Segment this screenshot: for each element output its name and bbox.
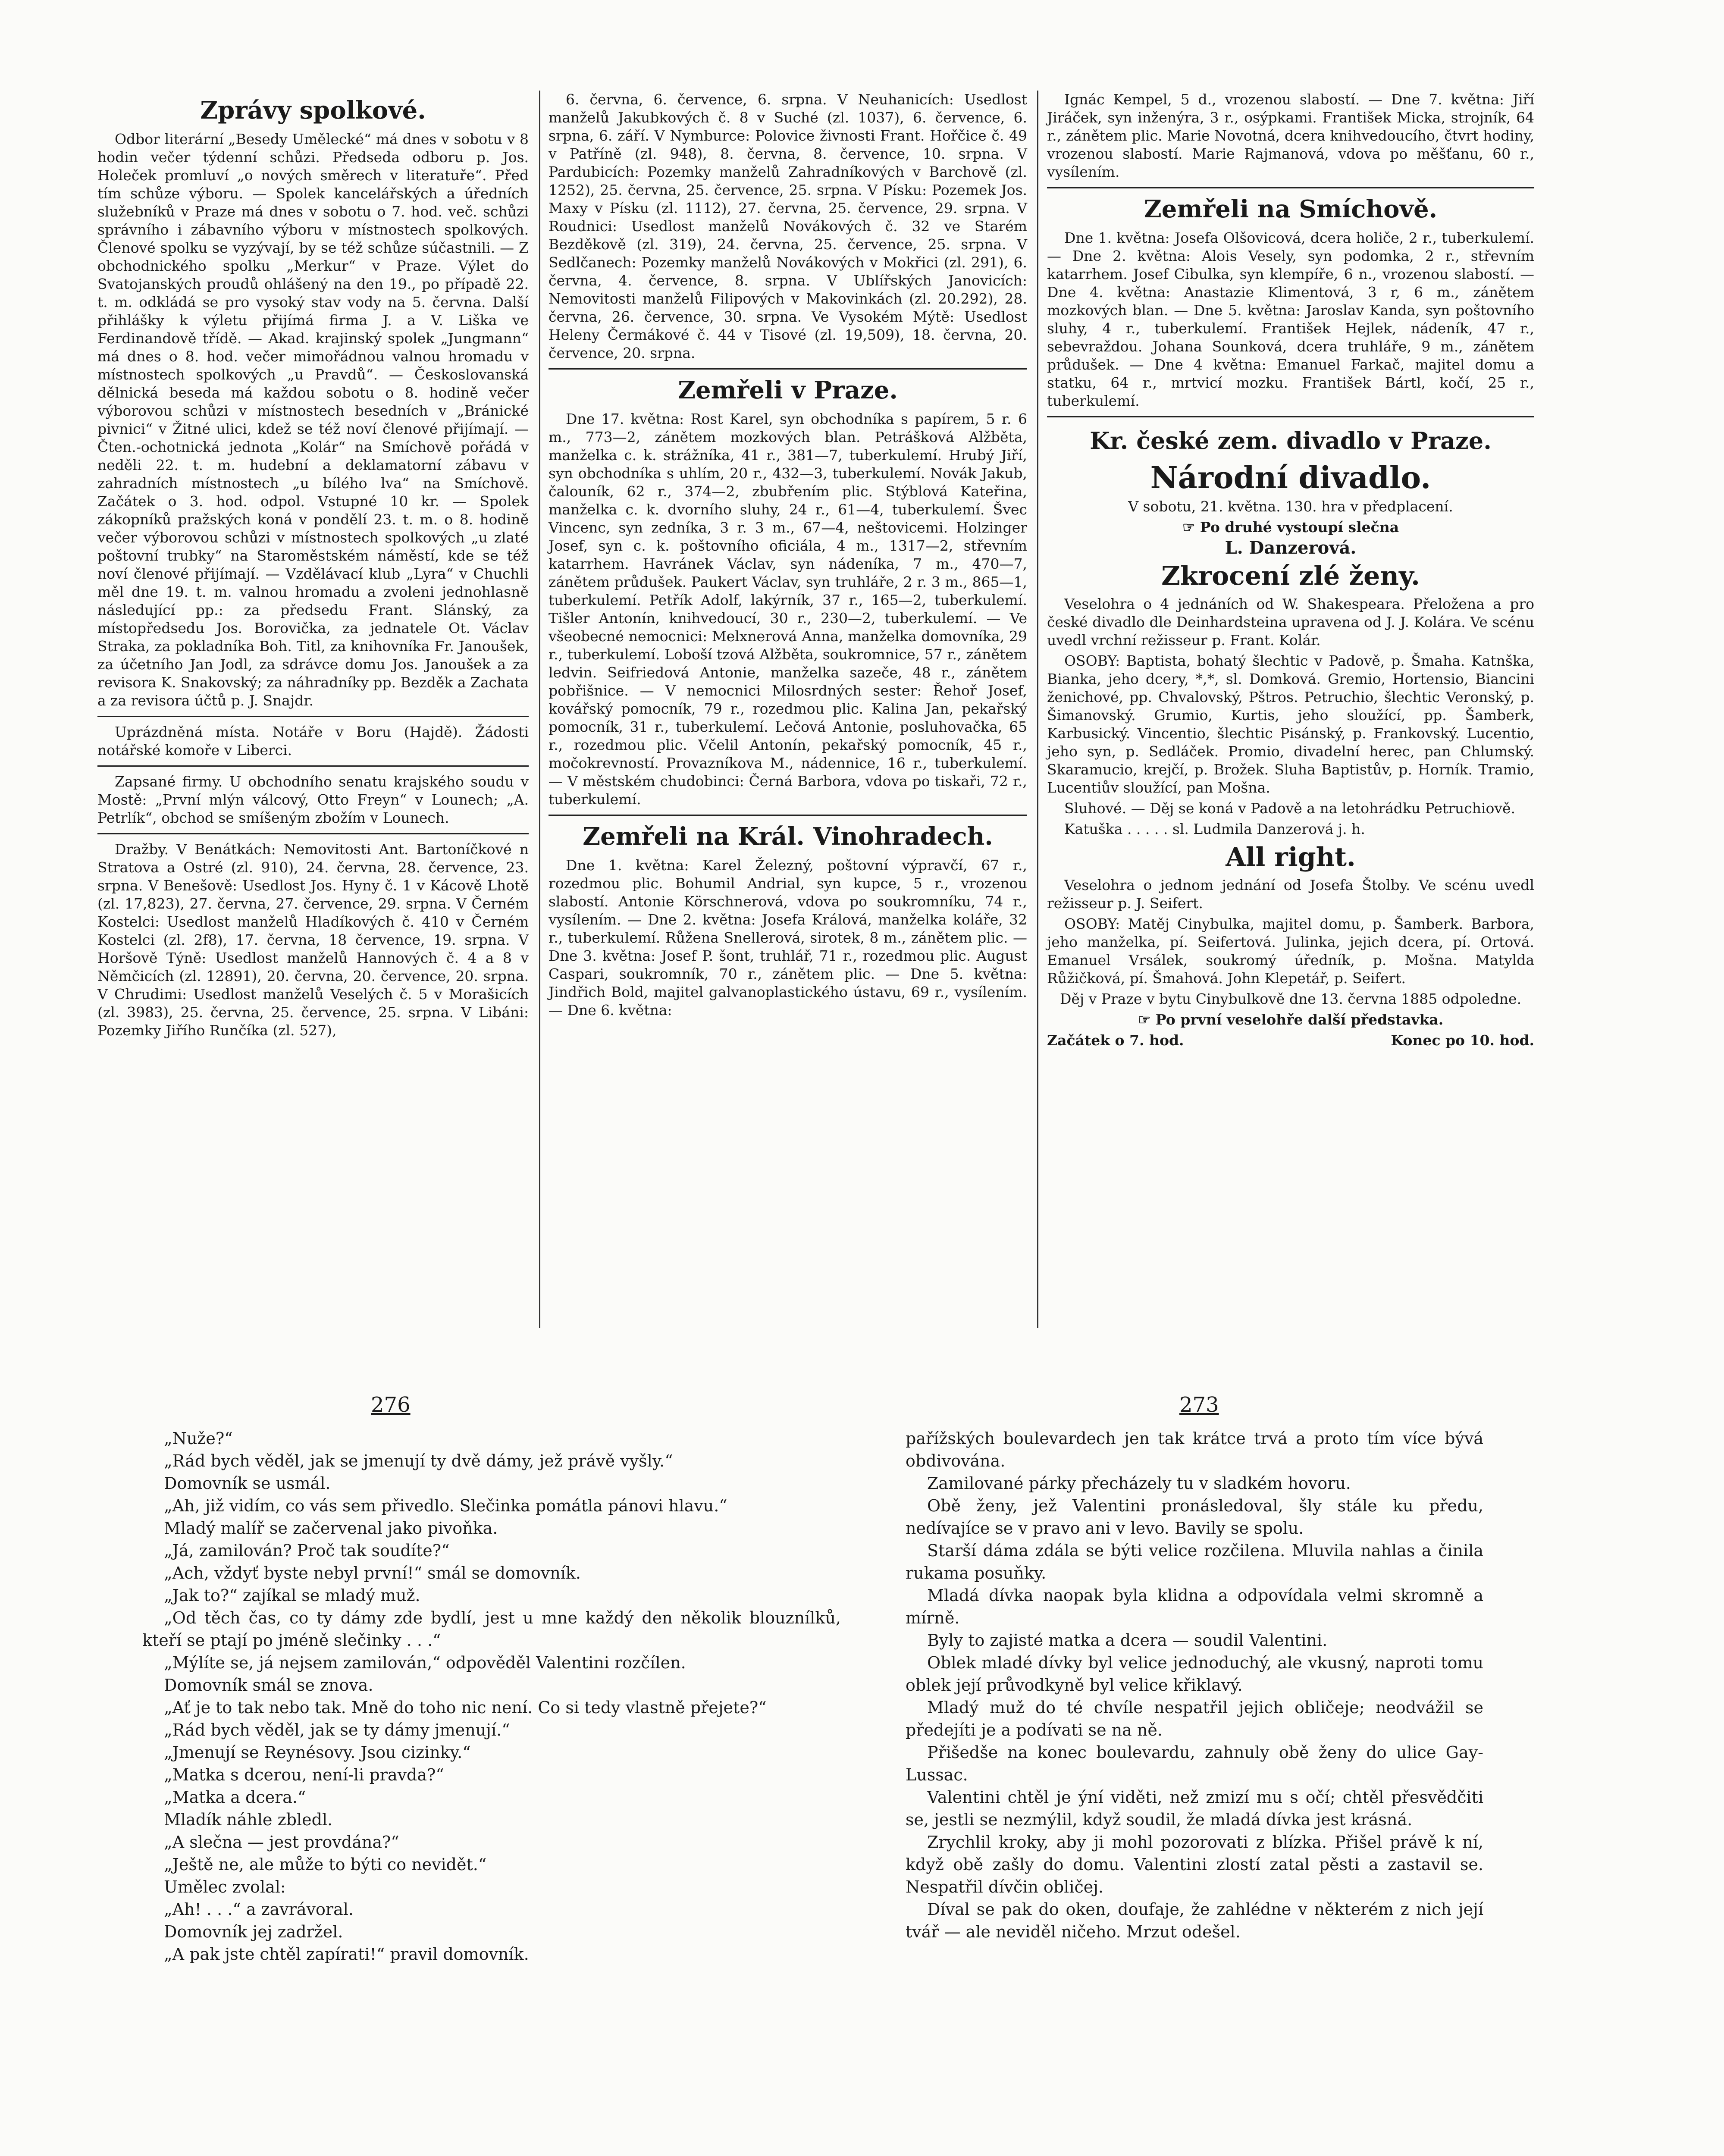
novel-line: „Ach, vždyť byste nebyl první!“ smál se domovník. <box>164 1564 581 1583</box>
divider <box>97 833 529 834</box>
novel-line: Mladá dívka naopak byla klidna a odpovídala velmi skromně a mírně. <box>906 1586 1483 1627</box>
novel-line: Zamilované párky přecházely tu v sladkém hovoru. <box>927 1474 1351 1493</box>
novel-line: Přišedše na konec boulevardu, zahnuly obě ženy do ulice Gay-Lussac. <box>906 1743 1483 1784</box>
next-performance: ☞ Po první veselohře další představka. <box>1138 1011 1444 1028</box>
play-note: Sluhové. — Děj se koná v Padově a na letohrádku Petruchiově. <box>1064 800 1516 817</box>
article-paragraph: 6. června, 6. července, 6. srpna. V Neuhanicích: Usedlost manželů Jakubkových č. 8 v Suché (zl. 1037), 6. července, 6. srpna, 6. září. V Nymburce: Polovice živnosti Frant. Hořčice č. 49 v Patříně (zl. 948), 8. června, 8. července, 10. srpna. V Pardubicích: Pozemky manželů Zahradníkových v Barchově (zl. 1252), 25. června, 25. července, 25. srpna. V Písku: Pozemek Jos. Maxy v Písku (zl. 1112), 27. června, 25. července, 29. srpna. V Roudnici: Usedlost manželů Novákových č. 32 ve Starém Bezděkově (zl. 319), 24. června, 25. července, 25. srpna. V Sedlčanech: Pozemky manželů Novákových v Mokřici (zl. 291), 6. června, 4. července, 8. srpna. V Ublířských Janovicích: Nemovitosti manželů Filipových v Makovinkách (zl. 20.292), 28. června, 26. července, 30. srpna. Ve Vysokém Mýtě: Usedlost Heleny Čermákové č. 44 v Tisové (zl. 19,509), 18. června, 20. července, 20. srpna. <box>549 91 1027 361</box>
play-cast: OSOBY: Matěj Cinybulka, majitel domu, p. Šamberk. Barbora, jeho manželka, pí. Seifertová. Julinka, jejich dcera, pí. Ortová. Emanuel Vrsálek, soukromý úředník, p. Mošna. Matylda Růžičková, pí. Šmahová. John Klepetář, p. Seifert. <box>1047 915 1534 987</box>
novel-line: „Já, zamilován? Proč tak soudíte?“ <box>164 1541 450 1560</box>
novel-line: pařížských boulevardech jen tak krátce trvá a proto tím více bývá obdivována. <box>906 1429 1483 1470</box>
novel-line: „Ať je to tak nebo tak. Mně do toho nic není. Co si tedy vlastně přejete?“ <box>164 1698 767 1717</box>
section-title-zemreli-vinohrady: Zemřeli na Král. Vinohradech. <box>583 822 993 851</box>
novel-line: „Matka s dcerou, není-li pravda?“ <box>164 1765 444 1784</box>
pointing-hand-icon: ☞ <box>1138 1011 1156 1028</box>
article-paragraph: Odbor literární „Besedy Umělecké“ má dnes v sobotu v 8 hodin večer týdenní schůzi. Předseda odboru p. Jos. Holeček promluví „o nových směrech v literatuře“. Před tím schůze výboru. — Spolek kancelářských a úředních služebníků v Praze má dnes v sobotu o 7. hod. več. schůzi správního i zábavního výboru v místnostech spolkových. Členové spolku se vyzývají, by se též schůze súčastnili. — Z obchodnického spolku „Merkur“ v Praze. Výlet do Svatojanských proudů ohlášený na den 19., po případě 22. t. m. odkládá se pro vysoký stav vody na 5. června. Další přihlášky k výletu přijímá firma J. a V. Liška ve Ferdinandově třídě. — Akad. krajinský spolek „Jungmann“ má dnes o 8. hod. večer mimořádnou valnou hromadu v místnostech spolkových „u Pravdů“. — Českoslovanská dělnická beseda má každou sobotu o 8. hodině večer výborovou schůzi v místnostech besedních v „Bránické pivnici“ v Žitné ulici, kdež se též noví členové přijímají. — Čten.-ochotnická jednota „Kolár“ na Smíchově pořádá v neděli 22. t. m. hudební a deklamatorní zábavu v zahradních místnostech „u bílého lva“ na Smíchově. Začátek o 3. hod. odpol. Vstupné 10 kr. — Spolek zákopníků pražských koná v pondělí 23. t. m. o 8. hodině večer výborovou schůzi v místnostech spolkových „u zlaté poštovní trubky“ na Staroměstském náměstí, kde se též noví členové přijímají. — Vzdělávací klub „Lyra“ v Chuchli měl dne 19. t. m. valnou hromadu a zvoleni jednohlasně následující pp.: za předsedu Frant. Slánský, za místopředsedu Jos. Borovička, za jednatele Ot. Václav Straka, za pokladníka Boh. Titl, za knihovníka Fr. Janoušek, za účetního Jan Jodl, za sdrávce domu Jos. Janoušek a za revisora K. Snakovský; za náhradníky pp. Bezděk a Zachata a za revisora účtů p. J. Snajdr. <box>97 131 529 709</box>
novel-line: Mladík náhle zbledl. <box>164 1810 333 1829</box>
divider <box>549 368 1027 370</box>
novel-line: „Ještě ne, ale může to býti co nevidět.“ <box>164 1855 487 1874</box>
novel-line: Domovník se usmál. <box>164 1474 331 1493</box>
novel-line: Valentini chtěl je ýní viděti, než zmizí mu s očí; chtěl přesvědčiti se, jestli se nezmýlil, když soudil, že mladá dívka jest krásná. <box>906 1788 1483 1829</box>
novel-line: Mladý malíř se začervenal jako pivoňka. <box>164 1519 498 1538</box>
column-3 <box>1047 91 1534 1050</box>
novel-line: Mladý muž do té chvíle nespatřil jejich obličeje; neodvážil se předejíti je a podívati se na ně. <box>906 1698 1483 1739</box>
pointing-hand-icon: ☞ <box>1182 519 1200 536</box>
obituary-list: Dne 1. května: Karel Železný, poštovní výpravčí, 67 r., rozedmou plic. Bohumil Andrial, syn kupce, 5 r., vrozenou slabostí. Antonie Körschnerová, vdova po soukromníku, 74 r., vysílením. — Dne 2. května: Josefa Králová, manželka koláře, 32 r., tuberkulemí. Růžena Snellerová, sirotek, 8 m., zánětem plic. — Dne 3. května: Josef P. šont, truhlář, 71 r., rozedmou plic. August Caspari, soukromník, 70 r., zánětem plic. — Dne 5. května: Jindřich Bold, majitel galvanoplastického ústavu, 69 r., vysílením. — Dne 6. května: <box>549 857 1027 1018</box>
novel-line: „Ah! . . .“ a zavrávoral. <box>164 1900 354 1919</box>
actress-name: L. Danzerová. <box>1225 538 1357 558</box>
announcement: ☞ Po druhé vystoupí slečna <box>1182 519 1399 536</box>
novel-line: „Rád bych věděl, jak se ty dámy jmenují.“ <box>164 1720 510 1739</box>
play-description: Veselohra o jednom jednání od Josefa Štolby. Ve scénu uvedl režisseur p. J. Seifert. <box>1047 877 1534 912</box>
novel-line: Starší dáma zdála se býti velice rozčilena. Mluvila nahlas a činila rukama posuňky. <box>906 1541 1483 1583</box>
novel-page-left <box>142 1427 841 1965</box>
obituary-continuation: Ignác Kempel, 5 d., vrozenou slabostí. — Dne 7. května: Jiří Jiráček, syn inženýra, 3 r., osýpkami. František Micka, strojník, 64 r., zánětem plic. Marie Novotná, dcera knihvedoucího, čtvrt hodiny, vrozenou slabostí. Marie Rajmanová, vdova po měšťanu, 60 r., vysílením. <box>1047 91 1534 180</box>
divider <box>549 815 1027 816</box>
obituary-list: Dne 1. května: Josefa Olšovicová, dcera holiče, 2 r., tuberkulemí. — Dne 2. května: Alois Vesely, syn podomka, 2 r., střevním katarrhem. Josef Cibulka, syn klempíře, 6 n., vrozenou slabostí. — Dne 4. května: Anastazie Klimentová, 3 r, 6 m., zánětem mozkových blan. — Dne 5. května: Jaroslav Kanda, syn poštovního sluhy, 4 r., tuberkulemí. František Hejlek, nádeník, 47 r., sebevraždou. Johana Sounková, dcera truhláře, 9 m., zánětem průdušek. — Dne 4 května: Emanuel Farkač, majitel domu a statku, 64 r., mrtvicí mozku. František Bártl, kočí, 25 r., tuberkulemí. <box>1047 229 1534 409</box>
novel-line: „Od těch čas, co ty dámy zde bydlí, jest u mne každý den několik blouznílků, kteří se ptají po jméně slečinky . . .“ <box>142 1608 841 1650</box>
section-title-spolky: Zprávy spolkové. <box>200 96 426 125</box>
play-note: Děj v Praze v bytu Cinybulkově dne 13. června 1885 odpoledne. <box>1059 990 1522 1007</box>
novel-line: Díval se pak do oken, doufaje, že zahlédne v některém z nich její tvář — ale neviděl ničeho. Mrzut odešel. <box>906 1900 1483 1941</box>
section-title-zemreli-smichov: Zemřeli na Smíchově. <box>1144 195 1438 223</box>
column-separator <box>1037 91 1038 1328</box>
article-paragraph: Zapsané firmy. U obchodního senatu krajského soudu v Mostě: „První mlýn válcový, Otto Freyn“ v Lounech; „A. Petrlík“, obchod se smíšeným zbožím v Lounech. <box>97 773 529 826</box>
novel-line: „Matka a dcera.“ <box>164 1788 306 1807</box>
column-2 <box>549 91 1027 1022</box>
times-row <box>1047 1031 1534 1050</box>
play-title: All right. <box>1226 842 1356 872</box>
divider <box>97 716 529 717</box>
obituary-list: Dne 17. května: Rost Karel, syn obchodníka s papírem, 5 r. 6 m., 773—2, zánětem mozkových blan. Petrášková Alžběta, manželka c. k. strážníka, 41 r., 381—7, tuberkulemí. Hrubý Jiří, syn obchodníka s uhlím, 20 r., 432—3, tuberkulemí. Novák Jakub, čalouník, 62 r., 374—2, zbubřením plic. Stýblová Kateřina, manželka c. k. dvorního sluhy, 24 r., 61—4, tuberkulemí. Švec Vincenc, syn zedníka, 3 r. 3 m., 67—4, neštovicemi. Holzinger Josef, syn c. k. poštovního oficiála, 4 m., 1317—2, střevním katarrhem. Havránek Václav, syn nádeníka, 7 m., 470—7, zánětem průdušek. Paukert Václav, syn truhláře, 2 r. 3 m., 865—1, tuberkulemí. Petřík Adolf, lakýrník, 37 r., 165—2, tuberkulemí. Tišler Antonín, knihvedoucí, 30 r., 230—2, tuberkulemí. — Ve všeobecné nemocnici: Melxnerová Anna, manželka domovníka, 29 r., tuberkulemí. Loboší tzová Alžběta, soukromnice, 57 r., zánětem ledvin. Seifriedová Antonie, manželka sazeče, 48 r., zánětem pobřišnice. — V nemocnici Milosrdných sester: Řehoř Josef, kovářský pomocník, 79 r., rozedmou plic. Kalina Jan, pekařský pomocník, 31 r., tuberkulemí. Lečová Antonie, posluhovačka, 65 r., rozedmou plic. Včelil Antonín, pekařský pomocník, 45 r., močokrevností. Provazníkova M., nádennice, 16 r., tuberkulemí. — V městském chudobinci: Černá Barbora, vdova po tiskaři, 72 r., tuberkulemí. <box>549 411 1027 808</box>
article-paragraph: Dražby. V Benátkách: Nemovitosti Ant. Bartoníčkové n Stratova a Ostré (zl. 910), 24. června, 28. července, 23. srpna. V Benešově: Usedlost Jos. Hyny č. 1 v Kácově Lhotě (zl. 17,823), 27. června, 27. července, 29. srpna. V Černém Kostelci: Usedlost manželů Hladíkových č. 410 v Černém Kostelci (zl. 2f8), 17. června, 18 července, 19. srpna. V Horšově Týně: Usedlost manželů Hannových č. 4 a 8 v Němčicích (zl. 12891), 20. června, 20. července, 20. srpna. V Chrudimi: Usedlost manželů Veselých č. 5 v Morašicích (zl. 3983), 25. června, 25. července, 25. srpna. V Libáni: Pozemky Jiřího Runčíka (zl. 527), <box>97 841 529 1039</box>
novel-line: Byly to zajisté matka a dcera — soudil Valentini. <box>927 1631 1328 1650</box>
page-number-right: 273 <box>1179 1393 1219 1417</box>
article-paragraph: Uprázdněná místa. Notáře v Boru (Hajdě). Žádosti notářské komoře v Liberci. <box>97 724 529 758</box>
end-time: Konec po 10. hod. <box>1391 1032 1534 1049</box>
performance-date: V sobotu, 21. května. 130. hra v předplacení. <box>1128 498 1453 515</box>
novel-line: Zrychlil kroky, aby ji mohl pozorovati z blízka. Přišel právě k ní, když obě zašly do domu. Valentini zlostí zatal pěsti a zastavil se. Nespatřil dívčin obličej. <box>906 1833 1483 1896</box>
divider <box>1047 416 1534 417</box>
novel-line: Obě ženy, jež Valentini pronásledoval, šly stále ku předu, nedívajíce se v pravo ani v levo. Bavily se spolu. <box>906 1496 1483 1538</box>
novel-line: „A pak jste chtěl zapírati!“ pravil domovník. <box>164 1945 529 1964</box>
play-cast: OSOBY: Baptista, bohatý šlechtic v Padově, p. Šmaha. Katnška, Bianka, jeho dcery, *,*, sl. Domková. Gremio, Hortensio, Biancini ženichové, pp. Chvalovský, Pštros. Petruchio, šlechtic Veronský, p. Šimanovský. Grumio, Kurtis, jeho sloužící, pp. Šamberk, Karbusický. Vincentio, šlechtic Pisánský, p. Frankovský. Lucentio, jeho syn, p. Sedláček. Promio, divadelní herec, pan Chlumský. Skaramucio, krejčí, p. Brožek. Sluha Baptistův, p. Horník. Tramio, Lucentiův sloužící, pan Mošna. <box>1047 652 1534 796</box>
novel-line: Domovník smál se znova. <box>164 1676 373 1695</box>
divider <box>97 765 529 767</box>
novel-line: Oblek mladé dívky byl velice jednoduchý, ale vkusný, naproti tomu oblek její průvodkyně byl velice křiklavý. <box>906 1653 1483 1695</box>
novel-line: „A slečna — jest provdána?“ <box>164 1833 399 1852</box>
column-separator <box>539 91 540 1328</box>
novel-line: „Jak to?“ zajíkal se mladý muž. <box>164 1586 420 1605</box>
guest-role: Katuška . . . . . sl. Ludmila Danzerová j. h. <box>1064 821 1365 837</box>
play-title: Zkrocení zlé ženy. <box>1161 561 1420 591</box>
start-time: Začátek o 7. hod. <box>1047 1032 1184 1049</box>
section-title-zemreli-praha: Zemřeli v Praze. <box>678 376 898 404</box>
novel-page-right <box>906 1427 1483 1943</box>
theatre-heading: Kr. české zem. divadlo v Praze. <box>1090 427 1492 454</box>
column-1 <box>97 91 529 1042</box>
novel-line: „Mýlíte se, já nejsem zamilován,“ odpověděl Valentini rozčílen. <box>164 1653 686 1672</box>
novel-line: „Rád bych věděl, jak se jmenují ty dvě dámy, jež právě vyšly.“ <box>164 1451 673 1470</box>
novel-line: Umělec zvolal: <box>164 1877 286 1896</box>
novel-line: „Nuže?“ <box>164 1429 233 1448</box>
divider <box>1047 187 1534 188</box>
novel-line: „Jmenují se Reynésovy. Jsou cizinky.“ <box>164 1743 471 1762</box>
novel-line: Domovník jej zadržel. <box>164 1922 343 1941</box>
theatre-name: Národní divadlo. <box>1150 460 1431 495</box>
page-number-left: 276 <box>371 1393 411 1417</box>
play-description: Veselohra o 4 jednáních od W. Shakespeara. Přeložena a pro české divadlo dle Deinhardsteina upravena od J. J. Kolára. Ve scénu uvedl vrchní režisseur p. Frant. Kolár. <box>1047 595 1534 649</box>
novel-line: „Ah, již vidím, co vás sem přivedlo. Slečinka pomátla pánovi hlavu.“ <box>164 1496 727 1515</box>
